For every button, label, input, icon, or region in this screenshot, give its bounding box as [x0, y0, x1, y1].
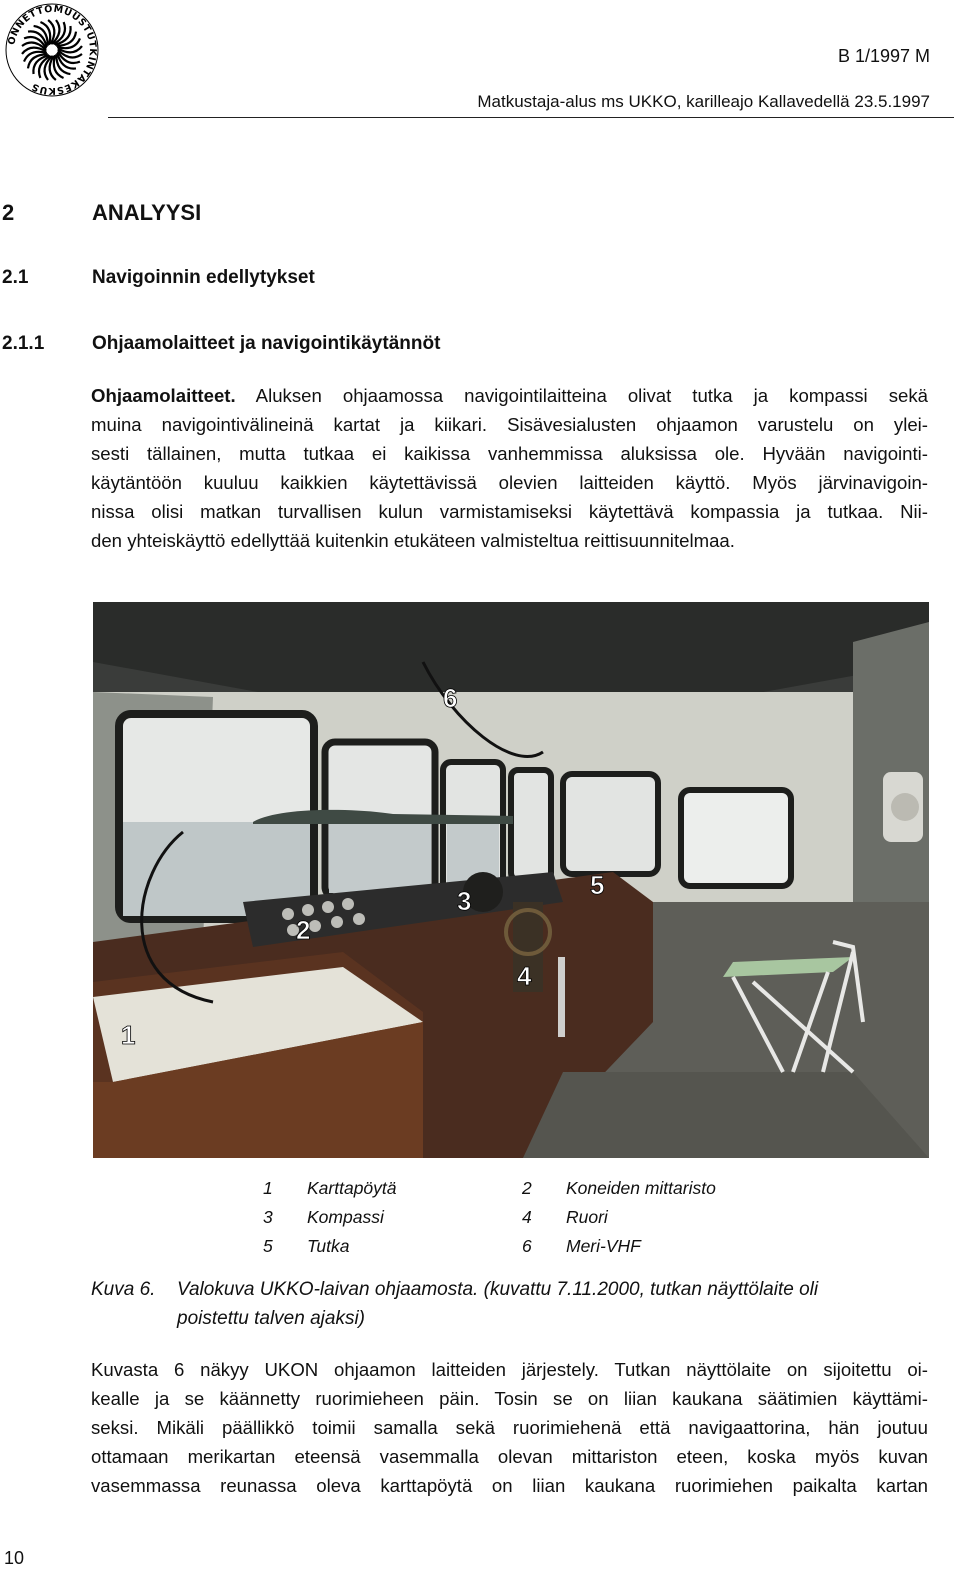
header-rule — [108, 117, 954, 118]
caption-line: Kuva 6. Valokuva UKKO-laivan ohjaamosta. (kuvattu 7.11.2000, tutkan näyttölaite oli — [91, 1275, 931, 1304]
paragraph-line: kealle ja se käännetty ruorimieheen päin. Tosin se on liian kaukana säätimien käyttämi- — [91, 1388, 928, 1410]
photo-marker-3: 3 — [457, 886, 472, 916]
photo-marker-4: 4 — [517, 961, 532, 991]
section-number: 2 — [2, 200, 15, 225]
subsection-number: 2.1 — [2, 267, 29, 288]
page-number: 10 — [4, 1548, 25, 1568]
paragraph-line: nissa olisi matkan turvallisen kulun varmistamiseksi käytettävä kompassia ja tutkaa. Nii- — [91, 501, 928, 523]
report-code: B 1/1997 M — [837, 46, 930, 66]
paragraph-line: ottamaan merikartan eteensä vasemmalla olevan mittariston eteen, koska myös kuvan — [91, 1446, 928, 1468]
report-subtitle: Matkustaja-alus ms UKKO, karilleajo Kallavedellä 23.5.1997 — [477, 92, 930, 111]
agency-seal-logo — [4, 2, 100, 98]
paragraph-ohjaamolaitteet — [91, 381, 928, 556]
subsubsection-number: 2.1.1 — [2, 333, 45, 354]
legend-row: 5 Tutka 6 Meri-VHF — [263, 1236, 641, 1256]
subsubsection-heading — [0, 333, 440, 355]
paragraph-lead: Ohjaamolaitteet. — [91, 385, 236, 406]
photo-marker-6: 6 — [443, 683, 458, 713]
section-heading — [0, 200, 201, 226]
bridge-photo — [93, 602, 929, 1158]
paragraph-photo-description — [91, 1355, 928, 1500]
photo-legend — [263, 1178, 716, 1265]
subsection-heading — [0, 267, 315, 289]
photo-marker-2: 2 — [296, 915, 311, 945]
paragraph-line: Kuvasta 6 näkyy UKON ohjaamon laitteiden järjestely. Tutkan näyttölaite on sijoitettu oi- — [91, 1359, 928, 1380]
paragraph-line: seksi. Mikäli päällikkö toimii samalla sekä ruorimiehenä että navigaattorina, hän joutuu — [91, 1417, 928, 1439]
photo-marker-1: 1 — [121, 1020, 136, 1050]
figure-caption — [91, 1275, 931, 1333]
legend-row: 3 Kompassi 4 Ruori — [263, 1207, 608, 1227]
photo-marker-5: 5 — [590, 870, 605, 900]
paragraph-line: den yhteiskäyttö edellyttää kuitenkin etukäteen valmisteltua reittisuunnitelmaa. — [91, 530, 735, 552]
section-title: ANALYYSI — [92, 200, 202, 225]
paragraph-line: vasemmassa reunassa oleva karttapöytä on liian kaukana ruorimiehen paikalta kartan — [91, 1475, 928, 1497]
paragraph-line: Ohjaamolaitteet. Aluksen ohjaamossa navigointilaitteina olivat tutka ja kompassi sekä — [91, 385, 928, 406]
subsubsection-title: Ohjaamolaitteet ja navigointikäytännöt — [92, 333, 441, 354]
svg-text:ONNETTOMUUSTUTKINTAKESKUS: ONNETTOMUUSTUTKINTAKESKUS — [6, 3, 99, 97]
paragraph-line: sesti tällainen, mutta tutkaa ei kaikissa vanhemmissa aluksissa ole. Hyvään navigointi- — [91, 443, 928, 465]
paragraph-line: käytäntöön kuuluu kaikkien käytettävissä olevien laitteiden käyttö. Myös järvinavigoin- — [91, 472, 928, 494]
caption-line: poistettu talven ajaksi) — [177, 1308, 365, 1329]
caption-label: Kuva 6. — [91, 1279, 156, 1300]
paragraph-line: muina navigointivälineinä kartat ja kiikari. Sisävesialusten ohjaamon varustelu on ylei- — [91, 414, 928, 436]
legend-row: 1 Karttapöytä 2 Koneiden mittaristo — [263, 1178, 716, 1198]
subsection-title: Navigoinnin edellytykset — [92, 267, 315, 288]
